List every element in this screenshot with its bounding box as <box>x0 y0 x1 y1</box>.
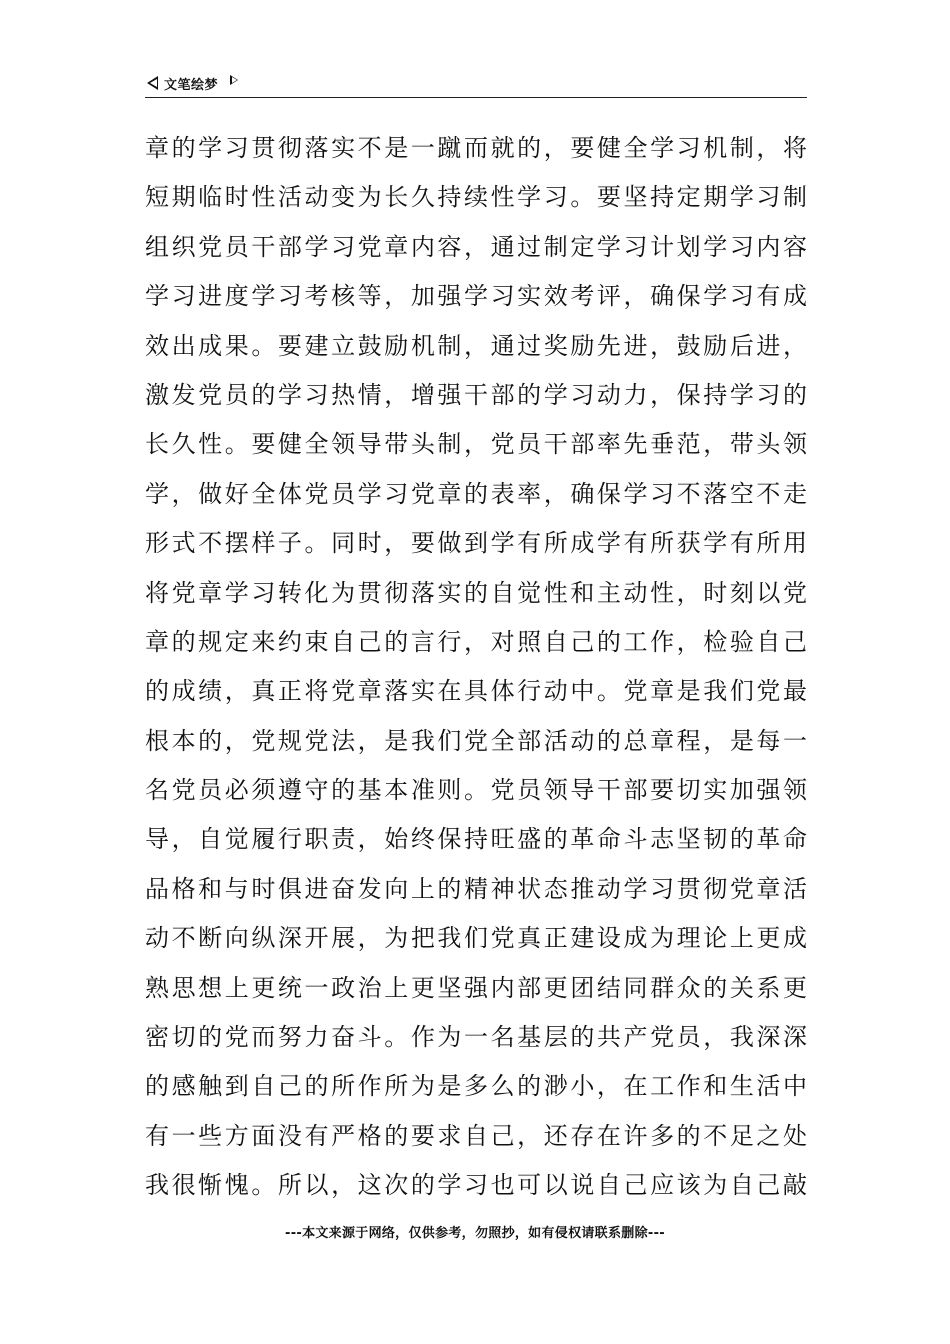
body-line: 名党员必须遵守的基本准则。党员领导干部要切实加强领 <box>145 776 807 805</box>
body-line: 动不断向纵深开展，为把我们党真正建设成为理论上更成 <box>145 924 807 953</box>
body-line: 效出成果。要建立鼓励机制，通过奖励先进，鼓励后进， <box>145 331 807 360</box>
body-line: 章的规定来约束自己的言行，对照自己的工作，检验自己 <box>145 627 807 656</box>
body-line: 根本的，党规党法，是我们党全部活动的总章程，是每一 <box>145 726 807 755</box>
body-line: 我很惭愧。所以，这次的学习也可以说自己应该为自己敲 <box>145 1171 807 1200</box>
left-triangle-icon <box>147 76 158 90</box>
body-line: 将党章学习转化为贯彻落实的自觉性和主动性，时刻以党 <box>145 578 807 607</box>
body-line: 章的学习贯彻落实不是一蹴而就的，要健全学习机制，将 <box>145 134 807 162</box>
document-body <box>145 124 807 1211</box>
body-line: 密切的党而努力奋斗。作为一名基层的共产党员，我深深 <box>145 1023 807 1052</box>
body-line: 导，自觉履行职责，始终保持旺盛的革命斗志坚韧的革命 <box>145 825 807 854</box>
header-brand-row <box>145 72 807 94</box>
footer-notice: ---本文来源于网络，仅供参考，勿照抄，如有侵权请联系删除--- <box>285 1226 665 1241</box>
body-line: 短期临时性活动变为长久持续性学习。要坚持定期学习制 <box>145 183 807 212</box>
header-brand: 文笔绘梦 <box>164 77 219 93</box>
body-line: 激发党员的学习热情，增强干部的学习动力，保持学习的 <box>145 380 807 409</box>
body-line: 有一些方面没有严格的要求自己，还存在许多的不足之处 <box>145 1121 807 1150</box>
body-line: 长久性。要健全领导带头制，党员干部率先垂范，带头领 <box>145 430 807 459</box>
body-line: 组织党员干部学习党章内容，通过制定学习计划学习内容 <box>145 232 807 261</box>
right-triangle-icon <box>230 75 238 85</box>
body-line: 的感触到自己的所作所为是多么的渺小，在工作和生活中 <box>145 1072 807 1101</box>
body-line: 的成绩，真正将党章落实在具体行动中。党章是我们党最 <box>145 677 807 706</box>
body-line: 熟思想上更统一政治上更坚强内部更团结同群众的关系更 <box>145 973 807 1002</box>
page-header <box>145 72 807 98</box>
body-line: 形式不摆样子。同时，要做到学有所成学有所获学有所用 <box>145 529 807 558</box>
body-line: 学，做好全体党员学习党章的表率，确保学习不落空不走 <box>145 479 807 508</box>
body-line: 品格和与时俱进奋发向上的精神状态推动学习贯彻党章活 <box>145 874 807 903</box>
body-line: 学习进度学习考核等，加强学习实效考评，确保学习有成 <box>145 282 807 311</box>
